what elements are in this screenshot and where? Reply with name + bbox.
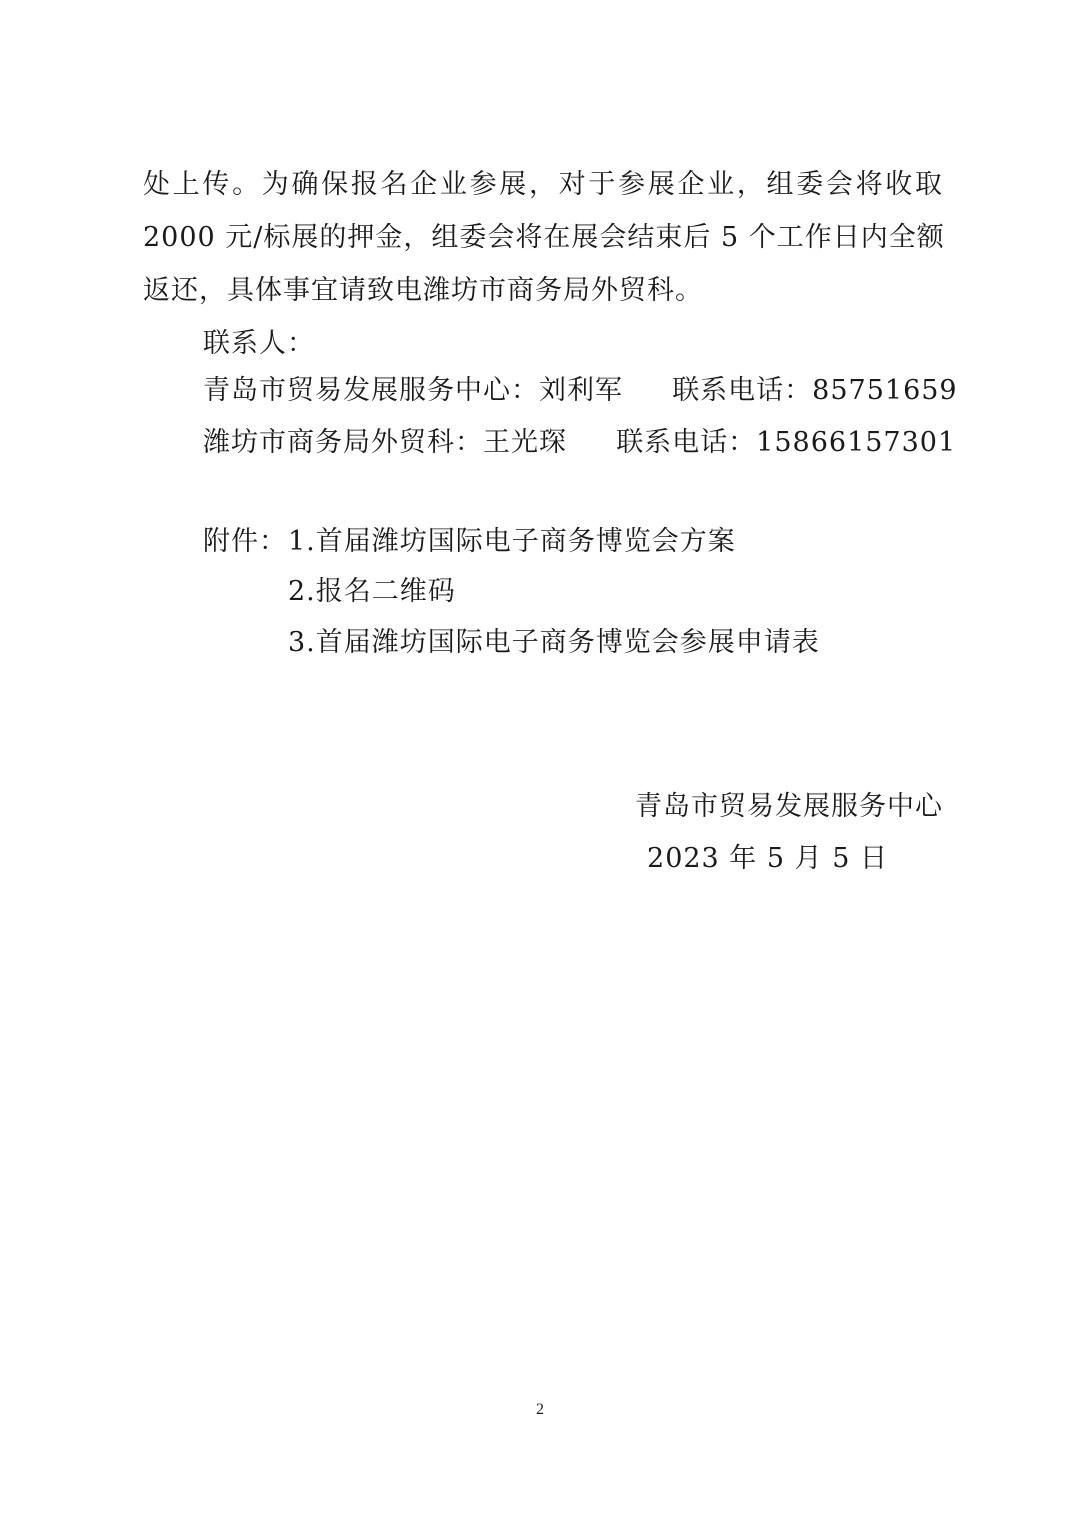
contacts-heading: 联系人： bbox=[203, 328, 315, 359]
contact-row-2 bbox=[203, 423, 956, 463]
contact-phone-1: 联系电话：85751659 bbox=[672, 375, 958, 406]
paragraph-line-2: 2000 元/标展的押金，组委会将在展会结束后 5 个工作日内全额 bbox=[143, 222, 945, 253]
attachments-label: 附件： bbox=[203, 526, 287, 557]
attachment-item-3: 3.首届潍坊国际电子商务博览会参展申请表 bbox=[288, 627, 820, 658]
contact-org-2: 潍坊市商务局外贸科：王光琛 bbox=[203, 427, 567, 458]
paragraph-line-3: 返还，具体事宜请致电潍坊市商务局外贸科。 bbox=[143, 275, 703, 306]
contact-row-1 bbox=[203, 371, 958, 411]
attachment-item-2: 2.报名二维码 bbox=[288, 576, 456, 607]
contact-org-1: 青岛市贸易发展服务中心：刘利军 bbox=[203, 375, 623, 406]
paragraph-line-1: 处上传。为确保报名企业参展，对于参展企业，组委会将收取 bbox=[143, 169, 943, 200]
contact-phone-2: 联系电话：15866157301 bbox=[616, 427, 957, 458]
page-number: 2 bbox=[536, 1401, 544, 1418]
attachment-item-1: 1.首届潍坊国际电子商务博览会方案 bbox=[288, 526, 736, 557]
signature-org: 青岛市贸易发展服务中心 bbox=[635, 791, 943, 822]
signature-date: 2023 年 5 月 5 日 bbox=[647, 843, 888, 874]
